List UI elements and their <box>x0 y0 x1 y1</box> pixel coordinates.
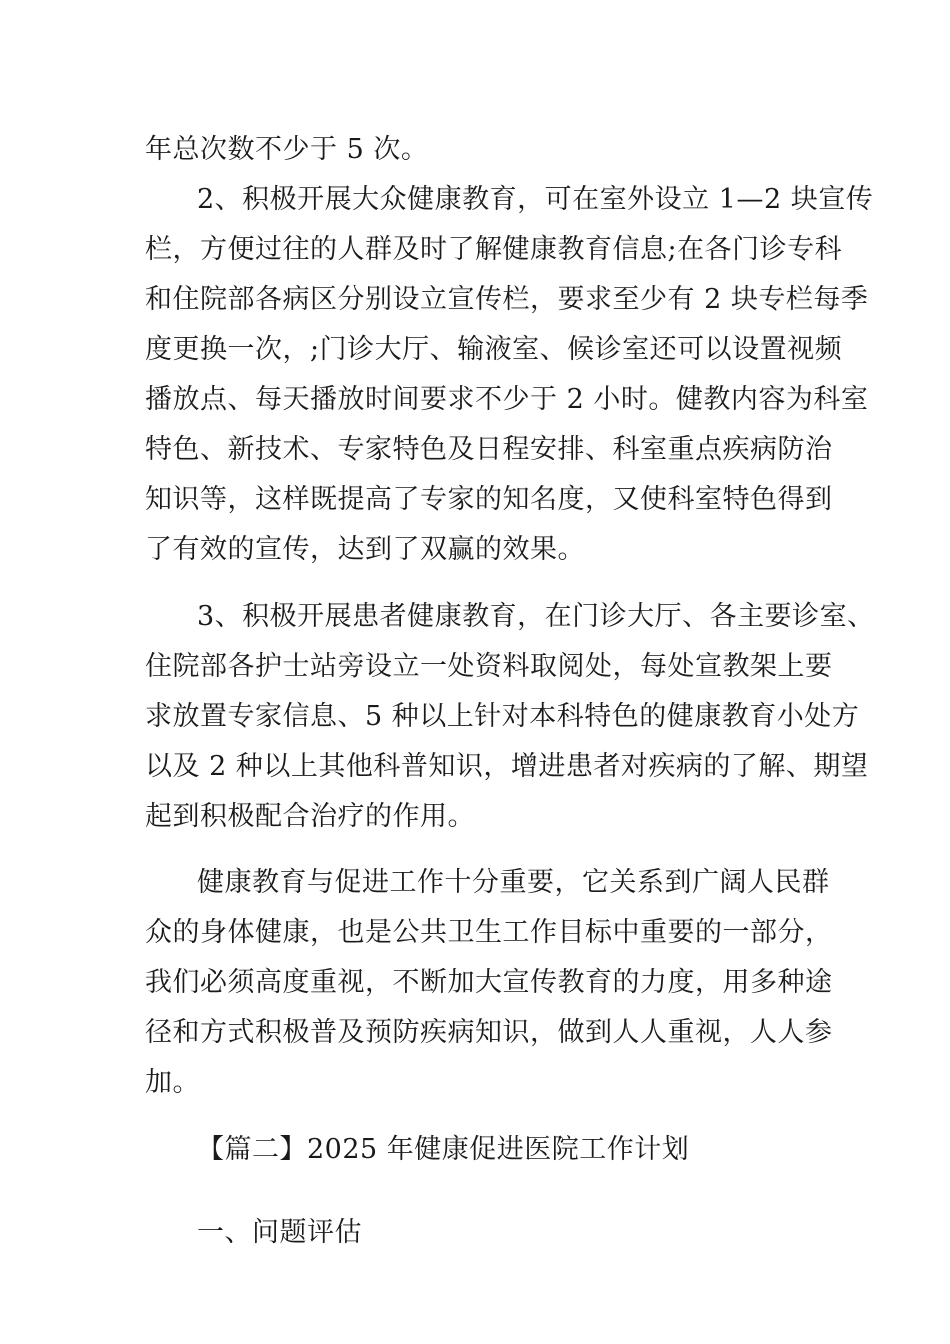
subsection-heading: 一、问题评估 <box>197 1217 362 1248</box>
text-line: 特色、新技术、专家特色及日程安排、科室重点疾病防治 <box>145 434 833 465</box>
text-line: 住院部各护士站旁设立一处资料取阅处，每处宣教架上要 <box>145 651 833 682</box>
text-line: 起到积极配合治疗的作用。 <box>145 801 475 832</box>
text-line: 求放置专家信息、5 种以上针对本科特色的健康教育小处方 <box>145 701 860 732</box>
paragraph-start-line: 3、积极开展患者健康教育，在门诊大厅、各主要诊室、 <box>197 601 875 632</box>
text-line: 众的身体健康，也是公共卫生工作目标中重要的一部分， <box>145 917 833 948</box>
text-line: 年总次数不少于 5 次。 <box>145 134 429 165</box>
text-line: 径和方式积极普及预防疾病知识，做到人人重视，人人参 <box>145 1017 833 1048</box>
text-line: 栏，方便过往的人群及时了解健康教育信息;在各门诊专科 <box>145 234 843 265</box>
text-line: 播放点、每天播放时间要求不少于 2 小时。健教内容为科室 <box>145 384 869 415</box>
text-line: 了有效的宣传，达到了双赢的效果。 <box>145 534 585 565</box>
section-heading: 【篇二】2025 年健康促进医院工作计划 <box>197 1134 690 1165</box>
text-line: 和住院部各病区分别设立宣传栏，要求至少有 2 块专栏每季 <box>145 284 869 315</box>
text-line: 加。 <box>145 1067 200 1098</box>
paragraph-start-line: 健康教育与促进工作十分重要，它关系到广阔人民群 <box>197 867 830 898</box>
text-line: 以及 2 种以上其他科普知识，增进患者对疾病的了解、期望 <box>145 751 869 782</box>
text-line: 我们必须高度重视，不断加大宣传教育的力度，用多种途 <box>145 967 833 998</box>
text-line: 度更换一次，;门诊大厅、输液室、候诊室还可以设置视频 <box>145 334 843 365</box>
text-line: 知识等，这样既提高了专家的知名度，又使科室特色得到 <box>145 484 833 515</box>
paragraph-start-line: 2、积极开展大众健康教育，可在室外设立 1—2 块宣传 <box>197 184 874 215</box>
